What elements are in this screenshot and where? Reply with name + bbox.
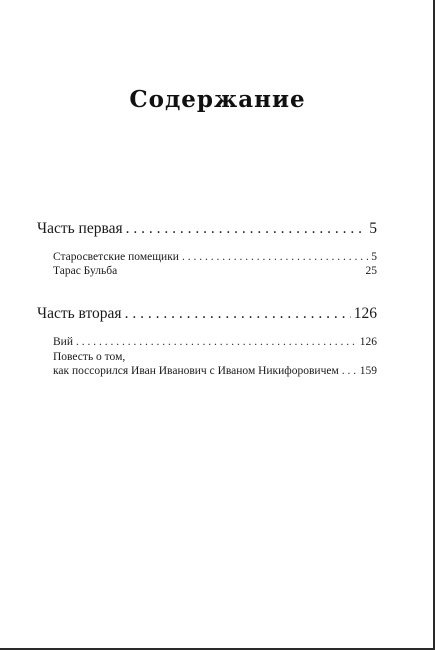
toc-entry-page: 159 [359, 365, 377, 377]
toc-entry-label: Часть вторая [37, 305, 122, 322]
toc-entry-page: 126 [353, 305, 377, 322]
toc-entry-povest[interactable] [53, 365, 377, 377]
toc-entry-page: 5 [371, 251, 377, 263]
toc-entry-label: Часть первая [37, 220, 123, 237]
toc-entry-taras-bulba[interactable] [53, 265, 377, 277]
toc-entry-label: Старосветские помещики [53, 251, 179, 263]
toc-entry-page: 5 [369, 220, 377, 237]
toc-entry-label: Вий [53, 336, 73, 348]
toc-entry-page: 126 [359, 336, 377, 348]
toc-entry-povest-line1[interactable]: Повесть о том, [53, 351, 126, 363]
toc-entry-part-one[interactable] [37, 220, 377, 238]
toc-entry-starosvetskie[interactable] [53, 251, 377, 263]
dot-leader [342, 365, 357, 377]
toc-entry-part-two[interactable] [37, 305, 377, 323]
dot-leader [126, 220, 367, 238]
toc-entry-label: как поссорился Иван Иванович с Иваном Никифоровичем [53, 365, 339, 377]
dot-leader [125, 305, 351, 323]
toc-entry-page: 25 [365, 265, 377, 277]
dot-leader [76, 336, 357, 348]
toc-entry-label: Тарас Бульба [53, 265, 118, 277]
dot-leader [182, 251, 368, 263]
contents-title: Содержание [129, 86, 306, 113]
toc-entry-viy[interactable] [53, 336, 377, 348]
